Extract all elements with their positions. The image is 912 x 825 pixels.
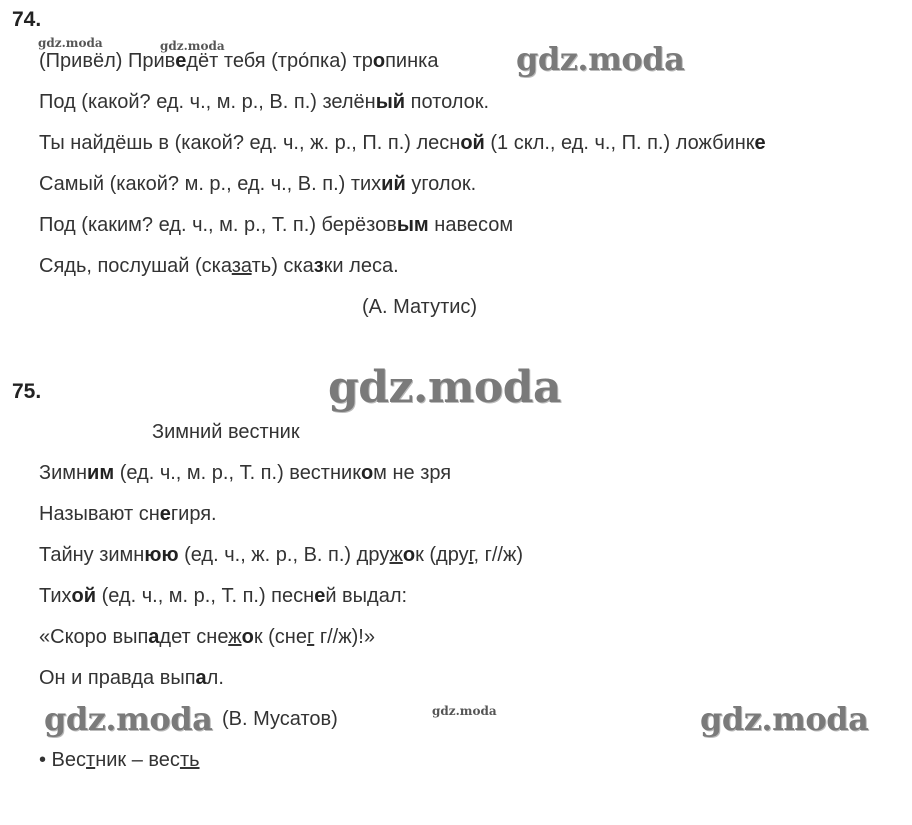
watermark: gdz.moda <box>44 700 213 738</box>
ex75-line-6: Он и правда выпал. <box>39 667 224 689</box>
ex75-line-2: Называют снегиря. <box>39 503 217 525</box>
ex74-line-4: Самый (какой? м. р., ед. ч., В. п.) тихий уголок. <box>39 173 477 195</box>
ex75-line-1: Зимним (ед. ч., м. р., Т. п.) вестником не зря <box>39 462 452 484</box>
watermark: gdz.moda <box>516 40 685 78</box>
ex74-line-6: Сядь, послушай (сказать) сказки леса. <box>39 255 399 277</box>
exercise-75-number: 75. <box>12 380 42 403</box>
watermark: gdz.moda <box>328 362 562 413</box>
ex75-line-5: «Скоро выпадет снежок (снег г//ж)!» <box>39 626 375 648</box>
ex74-line-3: Ты найдёшь в (какой? ед. ч., ж. р., П. п.) лесной (1 скл., ед. ч., П. п.) ложбинке <box>39 132 766 154</box>
ex74-line-2: Под (какой? ед. ч., м. р., В. п.) зелёный потолок. <box>39 91 490 113</box>
watermark-small: gdz.moda <box>432 704 497 718</box>
ex75-title: Зимний вестник <box>152 421 300 443</box>
ex75-author: (В. Мусатов) <box>222 708 338 730</box>
exercise-74-number: 74. <box>12 8 42 31</box>
ex75-line-3: Тайну зимнюю (ед. ч., ж. р., В. п.) дружок (друг, г//ж) <box>39 544 524 566</box>
ex75-line-4: Тихой (ед. ч., м. р., Т. п.) песней выдал: <box>39 585 408 607</box>
watermark-small: gdz.moda <box>160 39 225 53</box>
watermark: gdz.moda <box>700 700 869 738</box>
watermark-small: gdz.moda <box>38 36 103 50</box>
ex75-note: • Вестник – весть <box>39 749 200 771</box>
ex74-author: (А. Матутис) <box>362 296 478 318</box>
ex74-line-5: Под (каким? ед. ч., м. р., Т. п.) берёзовым навесом <box>39 214 514 236</box>
ex74-line-1: (Привёл) Приведёт тебя (тро́пка) тропинка <box>39 50 439 72</box>
